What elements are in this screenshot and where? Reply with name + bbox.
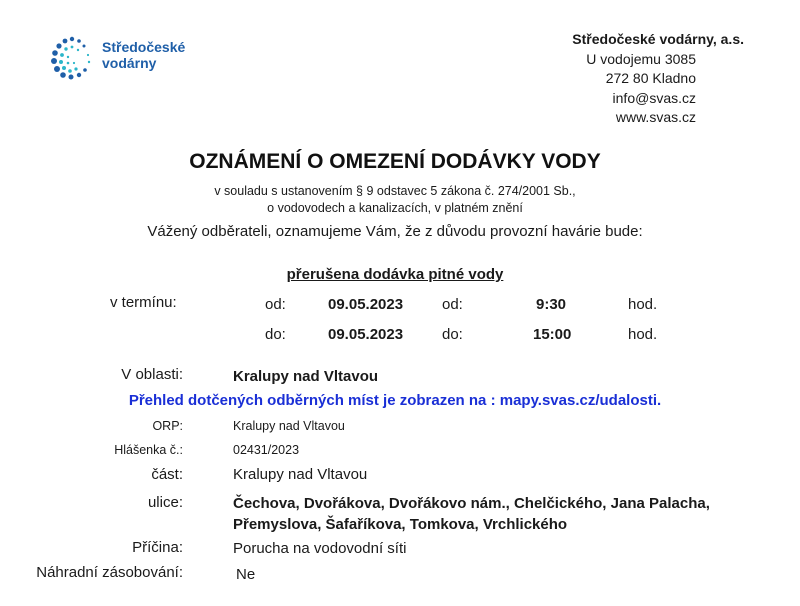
report-number-label: Hlášenka č.: (114, 443, 183, 457)
cause-label: Příčina: (132, 539, 183, 556)
company-street: U vodojemu 3085 (586, 50, 696, 67)
greeting-text: Vážený odběrateli, oznamujeme Vám, že z důvodu provozní havárie bude: (147, 223, 643, 240)
interruption-heading: přerušena dodávka pitné vody (286, 266, 504, 283)
from-date-label: od: (265, 296, 286, 313)
company-name: Středočeské vodárny, a.s. (572, 31, 744, 47)
streets-value: Čechova, Dvořákova, Dvořákovo nám., Chelčického, Jana Palacha, Přemyslova, Šafaříkova, Tomkova, Vrchlického (233, 495, 710, 533)
company-logo (46, 33, 196, 81)
company-web[interactable]: www.svas.cz (615, 109, 696, 125)
backup-supply-label: Náhradní zásobování: (36, 564, 183, 581)
to-date-label: do: (265, 326, 286, 343)
company-email[interactable]: info@svas.cz (612, 89, 696, 106)
from-time-unit: hod. (628, 296, 658, 313)
from-date: 09.05.2023 (328, 296, 404, 313)
affected-places-link[interactable]: Přehled dotčených odběrných míst je zobrazen na : mapy.svas.cz/udalosti. (128, 392, 662, 409)
logo-text-line1: Středočeské (102, 39, 186, 55)
company-city: 272 80 Kladno (605, 70, 696, 86)
to-time-label: do: (442, 326, 463, 343)
water-drops-logo-icon (46, 33, 98, 81)
orp-value: Kralupy nad Vltavou (233, 419, 345, 433)
orp-label: ORP: (152, 419, 183, 433)
legal-basis-line1: v souladu s ustanovením § 9 odstavec 5 zákona č. 274/2001 Sb., (214, 184, 576, 198)
to-time-unit: hod. (628, 326, 658, 343)
logo-text-line2: vodárny (102, 55, 157, 71)
to-time: 15:00 (533, 326, 572, 343)
report-number-value: 02431/2023 (233, 443, 300, 457)
from-time-label: od: (442, 296, 463, 313)
area-label: V oblasti: (121, 366, 183, 383)
streets-label: ulice: (147, 494, 183, 511)
page-title: OZNÁMENÍ O OMEZENÍ DODÁVKY VODY (189, 150, 601, 173)
part-label: část: (151, 466, 183, 483)
part-value: Kralupy nad Vltavou (233, 466, 368, 483)
legal-basis-line2: o vodovodech a kanalizacích, v platném znění (267, 201, 523, 215)
company-address (572, 30, 744, 128)
from-time: 9:30 (536, 296, 567, 313)
backup-supply-value: Ne (236, 566, 256, 583)
area-value: Kralupy nad Vltavou (233, 368, 379, 385)
term-label: v termínu: (110, 294, 177, 311)
to-date: 09.05.2023 (328, 326, 404, 343)
cause-value: Porucha na vodovodní síti (233, 540, 407, 557)
